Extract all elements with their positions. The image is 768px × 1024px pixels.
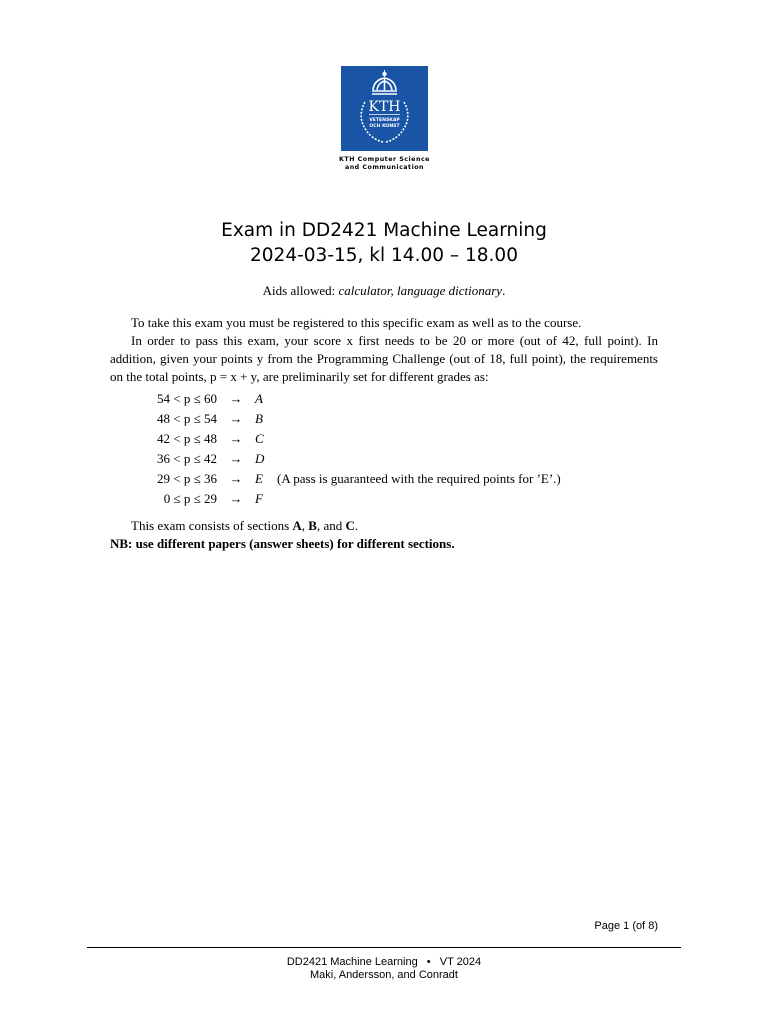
grade-row [131, 429, 561, 449]
grade-row [131, 469, 561, 489]
sections-sep1: , [301, 518, 309, 533]
aids-prefix: Aids allowed: [262, 283, 339, 298]
footer-term: VT 2024 [439, 956, 482, 968]
intro-paragraph-1: To take this exam you must be registered to this specific exam as well as to the course. [131, 315, 582, 330]
arrow-icon: → [229, 411, 243, 426]
bullet-icon: • [426, 956, 431, 968]
grade-letter: F [255, 491, 263, 506]
kth-logo [341, 66, 428, 151]
grade-note: (A pass is guaranteed with the required points for ’E’.) [277, 471, 561, 486]
aids-allowed [0, 283, 768, 299]
grade-condition: 54 < p ≤ 60 [157, 391, 217, 406]
footer-course-line [0, 956, 768, 969]
grade-condition: 29 < p ≤ 36 [157, 471, 217, 486]
page-footer [0, 956, 768, 982]
exam-title-line2: 2024-03-15, kl 14.00 – 18.00 [250, 245, 518, 266]
grade-condition: 0 ≤ p ≤ 29 [163, 491, 217, 506]
logo-line1: VETENSKAP [369, 118, 400, 123]
section-c: C [345, 518, 355, 533]
grade-condition: 36 < p ≤ 42 [157, 451, 217, 466]
crown-icon [341, 66, 428, 151]
grade-letter: B [255, 411, 263, 426]
aids-items: calculator, language dictionary [338, 283, 503, 298]
logo-line2: OCH KONST [369, 124, 400, 129]
footer-authors: Maki, Andersson, and Conradt [310, 969, 458, 981]
sections-suffix: . [354, 518, 359, 533]
arrow-icon: → [229, 491, 243, 506]
grade-row [131, 409, 561, 429]
department-name [300, 156, 469, 172]
arrow-icon: → [229, 471, 243, 486]
grade-letter: A [255, 391, 263, 406]
grade-row [131, 389, 561, 409]
grade-letter: C [255, 431, 264, 446]
grade-letter: D [255, 451, 265, 466]
grade-letter: E [255, 471, 263, 486]
grade-row [131, 449, 561, 469]
section-a: A [292, 518, 302, 533]
sections-prefix: This exam consists of sections [131, 518, 293, 533]
sections-sep2: , and [316, 518, 346, 533]
department-line2: and Communication [344, 164, 425, 171]
exam-title-line1: Exam in DD2421 Machine Learning [221, 220, 547, 241]
grade-condition: 42 < p ≤ 48 [157, 431, 217, 446]
arrow-icon: → [229, 391, 243, 406]
page-number: Page 1 (of 8) [594, 920, 658, 932]
intro-paragraph-2: In order to pass this exam, your score x first needs to be 20 or more (out of 42, full point). In addition, given your points y from the Programming Challenge (out of 18, full point), the requirements on the total points, p = x + y, are preliminarily set for different grades as: [110, 333, 658, 384]
department-line1: KTH Computer Science [339, 156, 430, 163]
footer-course: DD2421 Machine Learning [286, 956, 418, 968]
nb-notice: NB: use different papers (answer sheets) for different sections. [110, 536, 455, 551]
logo-text: KTH [368, 99, 401, 115]
section-b: B [308, 518, 317, 533]
grade-condition: 48 < p ≤ 54 [157, 411, 217, 426]
exam-title [0, 218, 768, 268]
arrow-icon: → [229, 451, 243, 466]
grade-row [131, 489, 561, 509]
arrow-icon: → [229, 431, 243, 446]
grade-table [131, 389, 561, 509]
aids-suffix: . [502, 283, 506, 298]
footer-divider [87, 947, 681, 948]
sections-statement [110, 517, 658, 535]
